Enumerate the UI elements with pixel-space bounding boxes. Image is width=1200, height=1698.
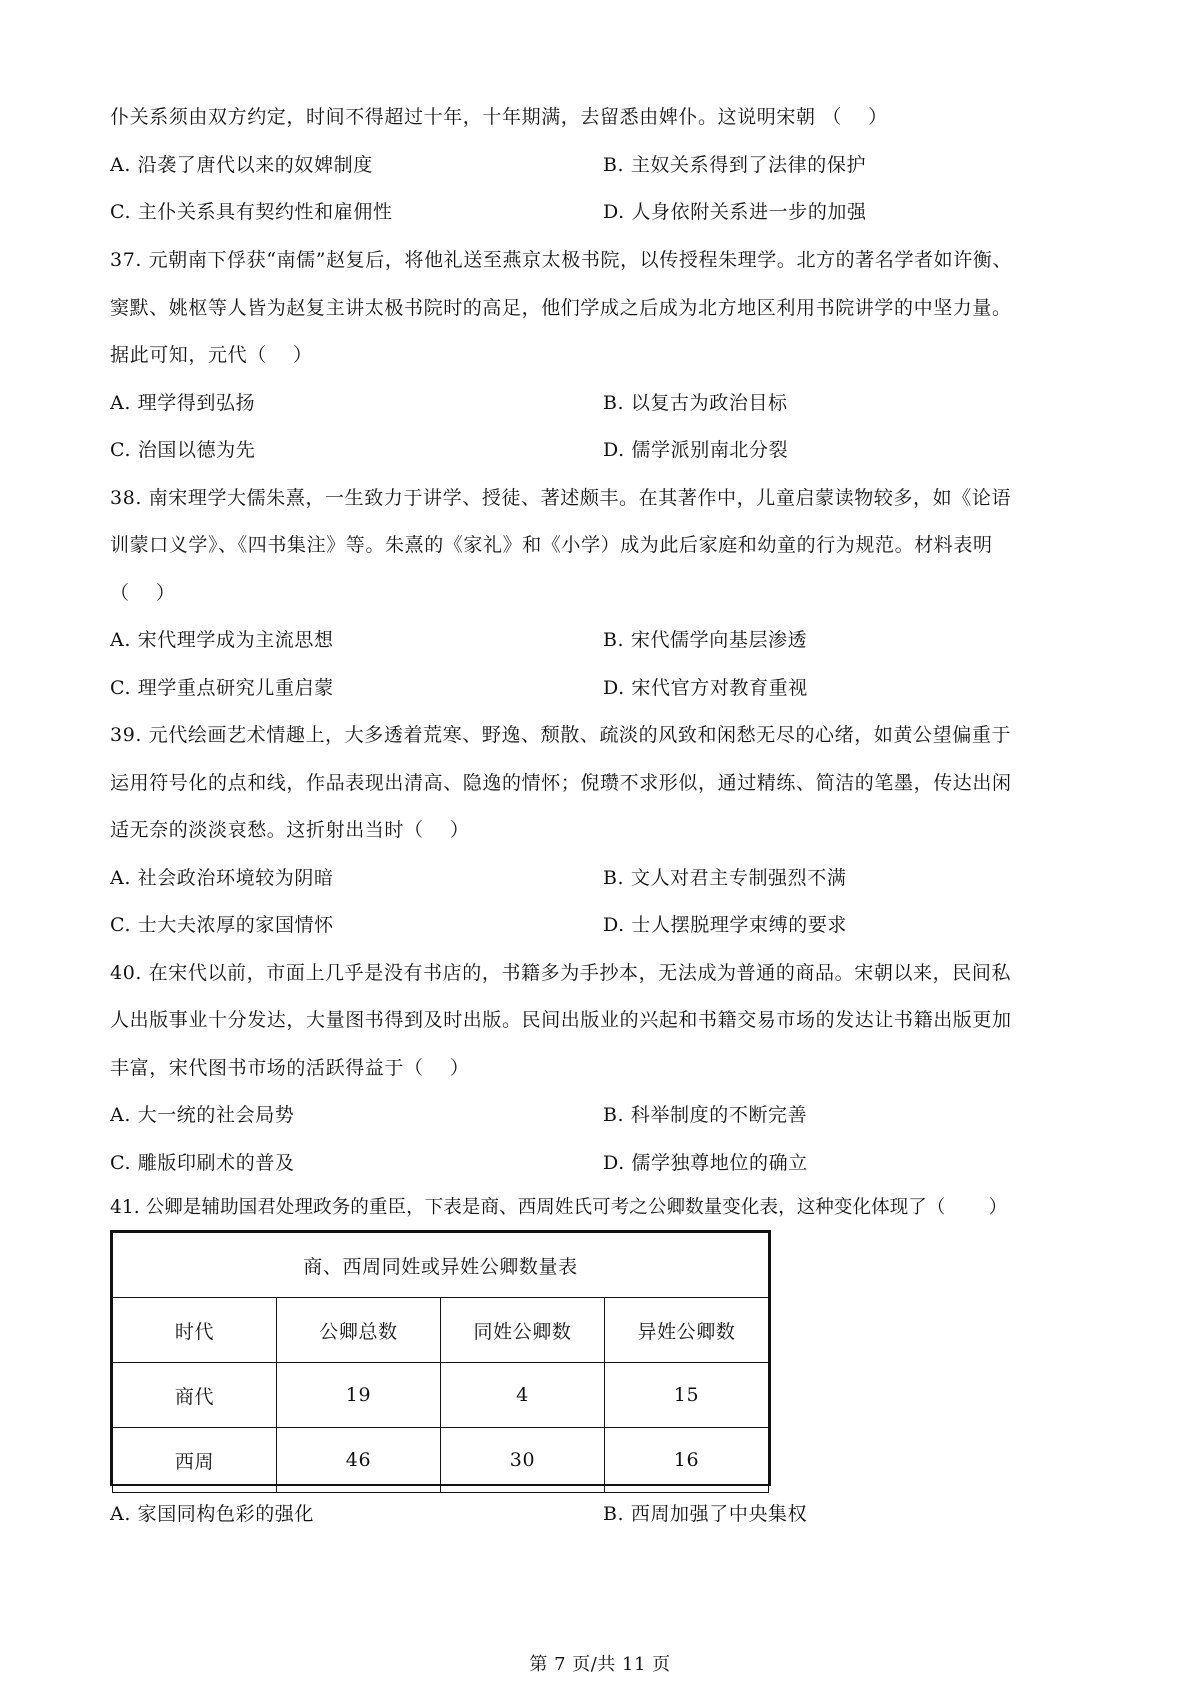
table-cell: 16 [605,1428,769,1493]
q41-option-a: A. 家国同构色彩的强化 [110,1503,315,1525]
q40-option-d: D. 儒学独尊地位的确立 [603,1152,808,1174]
q38-option-b: B. 宋代儒学向基层渗透 [603,629,808,651]
q40-option-a: A. 大一统的社会局势 [110,1104,295,1126]
q39-line-2: 运用符号化的点和线，作品表现出清高、隐逸的情怀；倪瓒不求形似，通过精练、简洁的笔墨，传达出闲 [110,772,1012,794]
q40-line-3: 丰富，宋代图书市场的活跃得益于（ ） [110,1057,470,1079]
table-cell: 46 [277,1428,441,1493]
q41-option-b: B. 西周加强了中央集权 [603,1503,808,1525]
q39-option-b: B. 文人对君主专制强烈不满 [603,867,847,889]
q38-option-a: A. 宋代理学成为主流思想 [110,629,334,651]
q36-option-d: D. 人身依附关系进一步的加强 [603,201,867,223]
table-cell: 4 [441,1363,605,1428]
table-header: 同姓公卿数 [441,1298,605,1363]
q38-option-c: C. 理学重点研究儿重启蒙 [110,677,334,699]
table-caption: 商、西周同姓或异姓公卿数量表 [113,1233,769,1298]
q36-option-c: C. 主仆关系具有契约性和雇佣性 [110,201,393,223]
q39-option-a: A. 社会政治环境较为阴暗 [110,867,334,889]
table-header-row [113,1298,769,1363]
q36-option-a: A. 沿袭了唐代以来的奴婢制度 [110,154,373,176]
q40-line-1: 40. 在宋代以前，市面上几乎是没有书店的，书籍多为手抄本，无法成为普通的商品。宋朝以来，民间私 [110,962,1012,984]
q38-option-d: D. 宋代官方对教育重视 [603,677,808,699]
table-header: 异姓公卿数 [605,1298,769,1363]
table-cell: 19 [277,1363,441,1428]
q38-line-3: （ ） [110,582,176,604]
q40-line-2: 人出版事业十分发达，大量图书得到及时出版。民间出版业的兴起和书籍交易市场的发达让书籍出版更加 [110,1009,1012,1031]
q38-line-1: 38. 南宋理学大儒朱熹，一生致力于讲学、授徒、著述颇丰。在其著作中，儿童启蒙读物较多，如《论语 [110,487,1012,509]
q37-line-1: 37. 元朝南下俘获“南儒”赵复后，将他礼送至燕京太极书院，以传授程朱理学。北方的著名学者如许衡、 [110,249,1013,271]
q37-option-a: A. 理学得到弘扬 [110,392,256,414]
table-cell: 15 [605,1363,769,1428]
q36-stem-tail: 仆关系须由双方约定，时间不得超过十年，十年期满，去留悉由婢仆。这说明宋朝 （ ） [110,106,888,128]
q36-option-b: B. 主奴关系得到了法律的保护 [603,154,867,176]
table-cell: 西周 [113,1428,277,1493]
table-header: 时代 [113,1298,277,1363]
q37-line-3: 据此可知，元代（ ） [110,344,313,366]
q39-option-d: D. 士人摆脱理学束缚的要求 [603,914,848,936]
q37-option-b: B. 以复古为政治目标 [603,392,788,414]
table-header: 公卿总数 [277,1298,441,1363]
table-row [113,1363,769,1428]
table-cell: 30 [441,1428,605,1493]
q41-line-1: 41. 公卿是辅助国君处理政务的重臣，下表是商、西周姓氏可考之公卿数量变化表，这种变化体现了（ ） [110,1197,1008,1218]
table-cell: 商代 [113,1363,277,1428]
q39-option-c: C. 士大夫浓厚的家国情怀 [110,914,334,936]
page-footer: 第 7 页/共 11 页 [529,1654,671,1675]
officials-table [110,1230,771,1486]
q40-option-b: B. 科举制度的不断完善 [603,1104,808,1126]
q37-option-d: D. 儒学派别南北分裂 [603,439,789,461]
q37-line-2: 窦默、姚枢等人皆为赵复主讲太极书院时的高足，他们学成之后成为北方地区利用书院讲学的中坚力量。 [110,297,1012,319]
table-row [113,1428,769,1493]
q40-option-c: C. 雕版印刷术的普及 [110,1152,295,1174]
q37-option-c: C. 治国以德为先 [110,439,256,461]
q38-line-2: 训蒙口义学》、《四书集注》等。朱熹的《家礼》和《小学）成为此后家庭和幼童的行为规范。材料表明 [110,534,993,556]
q39-line-1: 39. 元代绘画艺术情趣上，大多透着荒寒、野逸、颓散、疏淡的风致和闲愁无尽的心绪，如黄公望偏重于 [110,724,1012,746]
q39-line-3: 适无奈的淡淡哀愁。这折射出当时（ ） [110,819,470,841]
